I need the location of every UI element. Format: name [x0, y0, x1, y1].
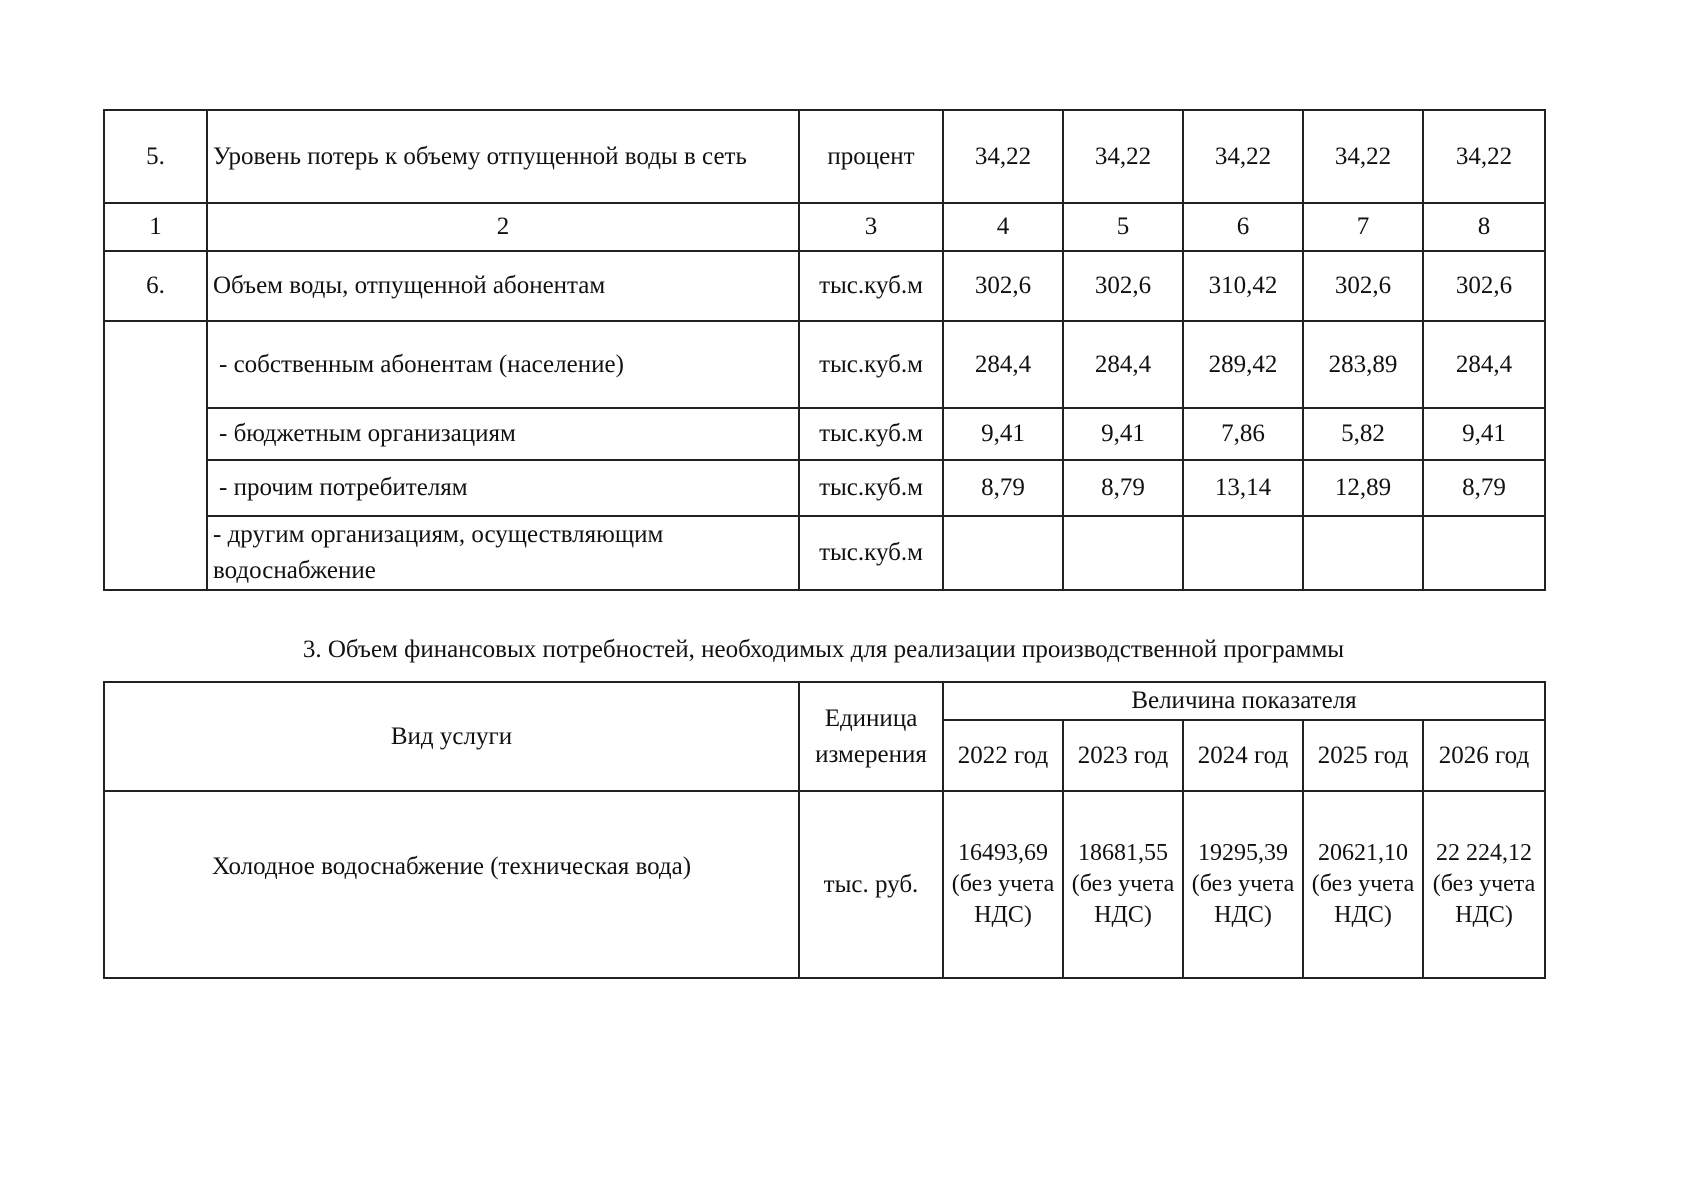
row-name: - собственным абонентам (население)	[207, 321, 799, 408]
value-cell: 12,89	[1303, 460, 1423, 516]
column-number: 1	[104, 203, 207, 251]
row-number: 5.	[104, 110, 207, 203]
column-number: 5	[1063, 203, 1183, 251]
value-cell: 302,6	[943, 251, 1063, 321]
row-unit: тыс. руб.	[799, 791, 943, 978]
column-number: 6	[1183, 203, 1303, 251]
value-cell: 9,41	[1423, 408, 1545, 460]
value-cell: 284,4	[943, 321, 1063, 408]
value-cell: 302,6	[1423, 251, 1545, 321]
row-unit: тыс.куб.м	[799, 408, 943, 460]
value-cell	[943, 516, 1063, 590]
service-name: Холодное водоснабжение (техническая вода)	[104, 791, 799, 978]
value-cell	[1063, 516, 1183, 590]
value-column-header: Величина показателя	[943, 682, 1545, 720]
value-cell: 20621,10 (без учета НДС)	[1303, 791, 1423, 978]
table-row	[104, 251, 1545, 321]
year-header: 2025 год	[1303, 720, 1423, 791]
value-cell: 310,42	[1183, 251, 1303, 321]
service-column-header: Вид услуги	[104, 682, 799, 791]
row-unit: тыс.куб.м	[799, 321, 943, 408]
losses-and-supply-table	[103, 109, 1546, 591]
table-row	[104, 791, 1545, 978]
empty-number-cell	[104, 321, 207, 590]
financial-needs-table	[103, 681, 1546, 979]
row-name: Уровень потерь к объему отпущенной воды в сеть	[207, 110, 799, 203]
row-unit: тыс.куб.м	[799, 251, 943, 321]
value-cell: 16493,69 (без учета НДС)	[943, 791, 1063, 978]
row-name: - прочим потребителям	[207, 460, 799, 516]
row-unit: тыс.куб.м	[799, 460, 943, 516]
column-number: 8	[1423, 203, 1545, 251]
value-cell: 302,6	[1063, 251, 1183, 321]
value-cell: 34,22	[943, 110, 1063, 203]
value-cell: 8,79	[943, 460, 1063, 516]
column-number: 7	[1303, 203, 1423, 251]
year-header: 2023 год	[1063, 720, 1183, 791]
value-cell: 284,4	[1423, 321, 1545, 408]
value-cell: 34,22	[1183, 110, 1303, 203]
row-name: - бюджетным организациям	[207, 408, 799, 460]
row-name: - другим организациям, осуществляющим водоснабжение	[207, 516, 799, 590]
value-cell: 13,14	[1183, 460, 1303, 516]
value-cell: 284,4	[1063, 321, 1183, 408]
value-cell: 19295,39 (без учета НДС)	[1183, 791, 1303, 978]
value-cell: 9,41	[1063, 408, 1183, 460]
value-cell	[1183, 516, 1303, 590]
value-cell: 283,89	[1303, 321, 1423, 408]
value-cell: 8,79	[1423, 460, 1545, 516]
column-number: 4	[943, 203, 1063, 251]
value-cell: 34,22	[1063, 110, 1183, 203]
header-row	[104, 682, 1545, 720]
column-number: 3	[799, 203, 943, 251]
value-cell	[1303, 516, 1423, 590]
table-row	[104, 516, 1545, 590]
value-cell: 289,42	[1183, 321, 1303, 408]
column-number-row	[104, 203, 1545, 251]
value-cell: 34,22	[1303, 110, 1423, 203]
table-row	[104, 321, 1545, 408]
value-cell: 302,6	[1303, 251, 1423, 321]
year-header: 2024 год	[1183, 720, 1303, 791]
row-unit: процент	[799, 110, 943, 203]
section-title: 3. Объем финансовых потребностей, необходимых для реализации производственной программы	[302, 636, 1345, 663]
year-header: 2022 год	[943, 720, 1063, 791]
row-name: Объем воды, отпущенной абонентам	[207, 251, 799, 321]
value-cell: 34,22	[1423, 110, 1545, 203]
value-cell	[1423, 516, 1545, 590]
table-row	[104, 408, 1545, 460]
table-row	[104, 110, 1545, 203]
row-number: 6.	[104, 251, 207, 321]
year-header: 2026 год	[1423, 720, 1545, 791]
value-cell: 18681,55 (без учета НДС)	[1063, 791, 1183, 978]
row-unit: тыс.куб.м	[799, 516, 943, 590]
value-cell: 22 224,12 (без учета НДС)	[1423, 791, 1545, 978]
unit-column-header: Единица измерения	[799, 682, 943, 791]
value-cell: 7,86	[1183, 408, 1303, 460]
column-number: 2	[207, 203, 799, 251]
value-cell: 5,82	[1303, 408, 1423, 460]
table-row	[104, 460, 1545, 516]
value-cell: 8,79	[1063, 460, 1183, 516]
value-cell: 9,41	[943, 408, 1063, 460]
